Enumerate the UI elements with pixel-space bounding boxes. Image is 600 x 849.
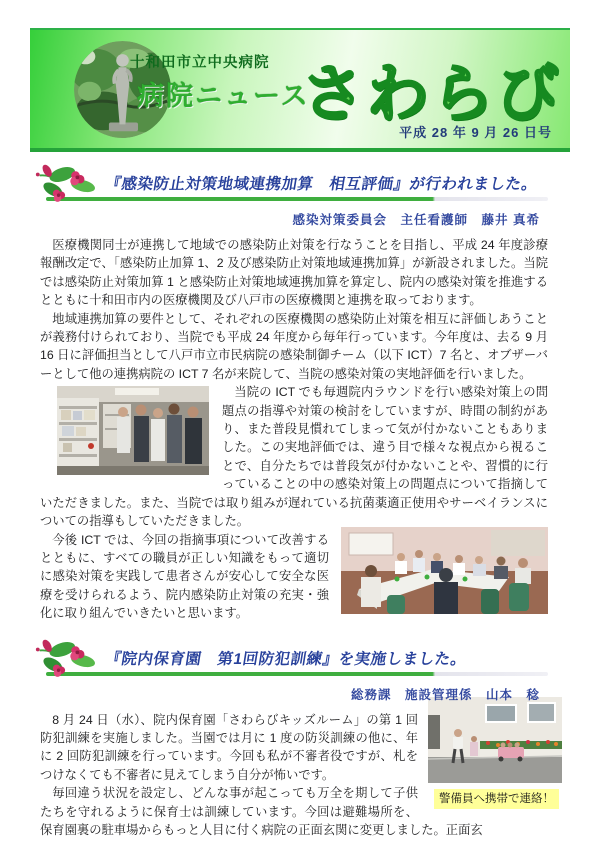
paragraph: 地域連携加算の要件として、それぞれの医療機関の感染防止対策を相互に評価しあうことが義務付けられており、当院でも平成 24 年度から毎年行っています。今年度は、去る 9 月 16 日に評価担当として八戸市立市民病院の感染制御チーム（以下 ICT）7 名と、オブザーバーとして他の連携病院の ICT 7 名が来院して、当院の感染対策の実地評価を行いました。 xyxy=(40,311,548,381)
article-infection-control xyxy=(0,168,600,623)
hospital-name: 十和田市立中央病院 xyxy=(130,55,270,71)
meeting-room-photo xyxy=(341,527,548,614)
article2-headline: 『院内保育園 第1回防犯訓練』を実施しました。 xyxy=(104,650,468,668)
photo-ict-round xyxy=(57,386,209,475)
article1-headline: 『感染防止対策地域連携加算 相互評価』が行われました。 xyxy=(104,176,539,193)
paragraph: 毎回違う状況を設定し、どんな事が起こっても万全を期して子供たちを守れるように保育士は訓練しています。今回は避難場所を、保育園裏の駐車場からもっと人目に付く病院の正面玄関に変更しました。正面玄 xyxy=(40,786,483,837)
camellia-flower-icon xyxy=(34,162,100,204)
article1-body xyxy=(40,236,548,623)
newsletter-title: さわらび xyxy=(302,60,563,129)
photo-caption: 警備員へ携帯で連絡！ xyxy=(434,789,559,809)
paragraph: 当院の ICT でも毎週院内ラウンドを行い感染対策上の問題点の指導や対策の検討をしていますが、時間の制約があり、また普段見慣れてしまって気が付かないこともありました。この実地評価では、違う目で様々な視点から視ることで、自分たちでは普段気が付かないことや、習慣的に行っていることの中の感染対策上の問題点について指摘していただきました。また、当院では取り組みが遅れている抗菌薬適正使用やサーベイランスについての指導もしていただきました。 xyxy=(40,385,548,529)
article1-header xyxy=(32,168,548,194)
paragraph: 今後 ICT では、今回の指摘事項について改善するとともに、すべての職員が正しい知識をもって適切に感染対策を実践して患者さんが安心して安全な医療を受けられるよう、院内感染防止対策の充実・強化に取り組んでいきたいと思います。 xyxy=(40,532,329,621)
evacuation-photo xyxy=(428,697,562,783)
article2-header xyxy=(32,643,548,669)
supply-room-photo xyxy=(57,386,209,475)
article2-body xyxy=(40,711,554,840)
paragraph: 医療機関同士が連携して地域での感染防止対策を行なうことを目指し、平成 24 年度診療報酬改定で、「感染防止加算 1、2 及び感染防止対策地域連携加算」が新設されました。当院では感染防止対策加算 1 と感染防止対策地域連携加算を算定し、院内の感染対策を推進するとともに十和田市内の医療機関及び八戸市の医療機関と連携を取っております。 xyxy=(40,238,548,308)
photo-evaluation-meeting xyxy=(341,527,548,614)
article1-byline: 感染対策委員会 主任看護師 藤井 真希 xyxy=(292,213,540,227)
headline-underline xyxy=(46,672,548,676)
camellia-flower-icon xyxy=(34,637,100,679)
paragraph: 8 月 24 日（水）、院内保育園「さわらびキッズルーム」の第 1 回防犯訓練を実施しました。当園では月に 1 度の防災訓練の他に、年に 2 回防犯訓練を行っています。今回も私が不審者役ですが、札をつけなくても不審者に見えてしまう自分が怖いです。 xyxy=(40,712,418,782)
issue-date: 平成 28 年 9 月 26 日号 xyxy=(399,125,552,140)
photo-security-drill xyxy=(428,697,562,809)
article-nursery-drill xyxy=(0,643,600,840)
headline-underline xyxy=(46,197,548,201)
masthead xyxy=(30,28,570,152)
newsletter-label: 病院ニュース xyxy=(137,81,310,111)
article2-byline: 総務課 施設管理係 山本 稔 xyxy=(350,687,540,702)
